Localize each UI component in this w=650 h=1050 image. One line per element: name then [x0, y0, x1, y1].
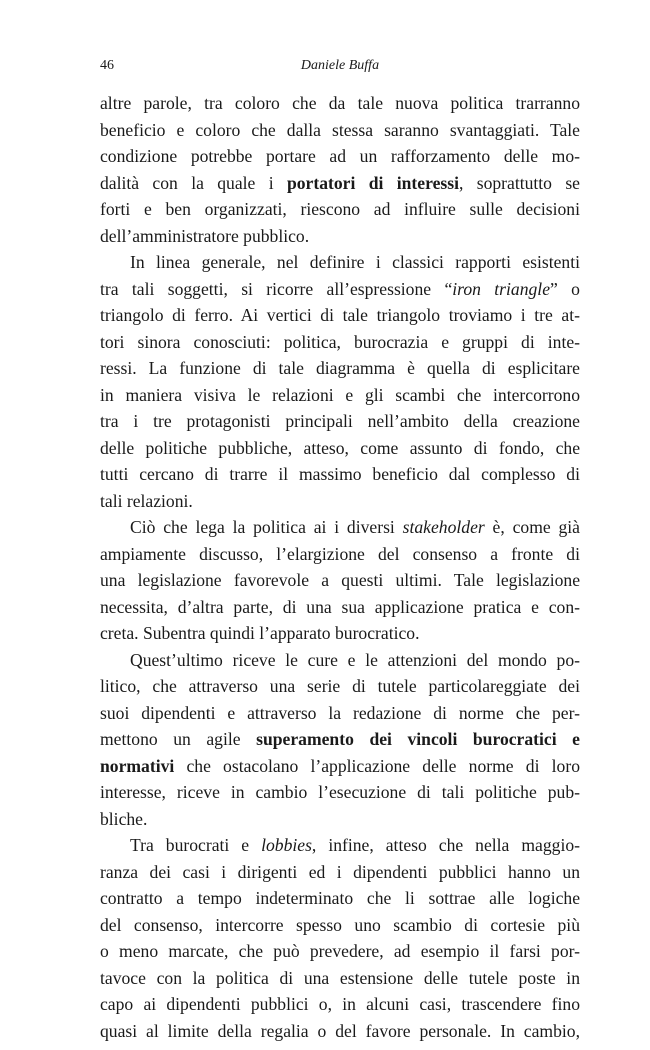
text-run: Ciò che lega la politica ai i diversi — [130, 517, 403, 537]
running-head-author: Daniele Buffa — [300, 58, 380, 73]
text-line: litico, che attraverso una serie di tutele particolareggiate dei — [100, 676, 580, 696]
text-line: delle politiche pubbliche, atteso, come assunto di fondo, che — [100, 437, 580, 458]
text-line: del consenso, intercorre spesso uno scambio di cortesie più — [100, 914, 580, 935]
text-line: beneficio e coloro che dalla stessa saranno svantaggiati. Tale — [100, 119, 580, 140]
text-line: contratto a tempo indeterminato che li sottrae alle logiche — [100, 888, 580, 908]
text-line — [100, 514, 580, 541]
text-line — [100, 170, 580, 197]
text-line: tra i tre protagonisti principali nell’ambito della creazione — [100, 411, 580, 431]
text-run: mettono un agile — [100, 729, 257, 749]
text-run: dalità con la quale i — [100, 172, 287, 193]
body-text — [100, 90, 580, 1044]
text-run: tra tali soggetti, si ricorre all’espressione “ — [100, 278, 453, 299]
bold-term: superamento dei vincoli burocratici e — [256, 729, 580, 749]
text-line: tali relazioni. — [100, 490, 193, 511]
text-line: forti e ben organizzati, riescono ad influire sulle decisioni — [100, 199, 580, 219]
text-line: condizione potrebbe portare ad un rafforzamento delle mo- — [100, 146, 580, 166]
text-line: In linea generale, nel definire i classici rapporti esistenti — [130, 252, 580, 272]
text-line: tori sinora conosciuti: politica, burocrazia e gruppi di inte- — [100, 331, 580, 352]
bold-term: normativi — [100, 755, 175, 776]
bold-term: portatori di interessi — [286, 172, 459, 193]
text-line: triangolo di ferro. Ai vertici di tale triangolo troviamo i tre at- — [100, 305, 580, 325]
text-line: interesse, riceve in cambio l’esecuzione di tali politiche pub- — [100, 782, 580, 802]
text-line: quasi al limite della regalia o del favore personale. In cambio, — [100, 1020, 580, 1041]
text-run: , infine, atteso che nella maggio- — [311, 835, 580, 855]
text-run: è, come già — [484, 517, 580, 537]
italic-term: iron triangle — [452, 278, 551, 299]
text-line — [100, 832, 580, 859]
text-line: suoi dipendenti e attraverso la redazione di norme che per- — [100, 702, 580, 723]
text-line: capo ai dipendenti pubblici o, in alcuni casi, trascendere fino — [100, 994, 580, 1014]
text-line: dell’amministratore pubblico. — [100, 225, 310, 246]
text-line — [100, 276, 580, 303]
text-line: una legislazione favorevole a questi ultimi. Tale legislazione — [100, 570, 580, 590]
page-number: 46 — [100, 58, 114, 73]
text-line: tavoce con la politica di una estensione delle tutele poste in — [100, 967, 580, 988]
text-line: ampiamente discusso, l’elargizione del consenso a fronte di — [100, 543, 580, 564]
text-line: creta. Subentra quindi l’apparato burocratico. — [100, 623, 420, 643]
text-line: ranza dei casi i dirigenti ed i dipendenti pubblici hanno un — [100, 861, 580, 882]
text-line: necessita, d’altra parte, di una sua applicazione pratica e con- — [100, 596, 580, 617]
text-line — [100, 753, 580, 780]
text-line: bliche. — [100, 808, 148, 829]
text-line: tutti cercano di trarre il massimo beneficio dal complesso di — [100, 464, 580, 484]
text-line: altre parole, tra coloro che da tale nuova politica trarranno — [100, 93, 580, 113]
text-run: , soprattutto se — [458, 172, 580, 193]
text-run: ” o — [550, 278, 580, 299]
text-line: ressi. La funzione di tale diagramma è quella di esplicitare — [100, 358, 580, 378]
text-line — [100, 726, 580, 753]
italic-term: stakeholder — [402, 517, 485, 537]
text-run: Tra burocrati e — [130, 835, 262, 855]
text-line: o meno marcate, che può prevedere, ad esempio il farsi por- — [100, 941, 580, 961]
text-run: che ostacolano l’applicazione delle norme di loro — [174, 755, 580, 776]
italic-term: lobbies — [261, 835, 312, 855]
text-line: in maniera visiva le relazioni e gli scambi che intercorrono — [100, 384, 580, 405]
text-line: Quest’ultimo riceve le cure e le attenzioni del mondo po- — [130, 649, 580, 670]
page-header — [100, 58, 580, 80]
